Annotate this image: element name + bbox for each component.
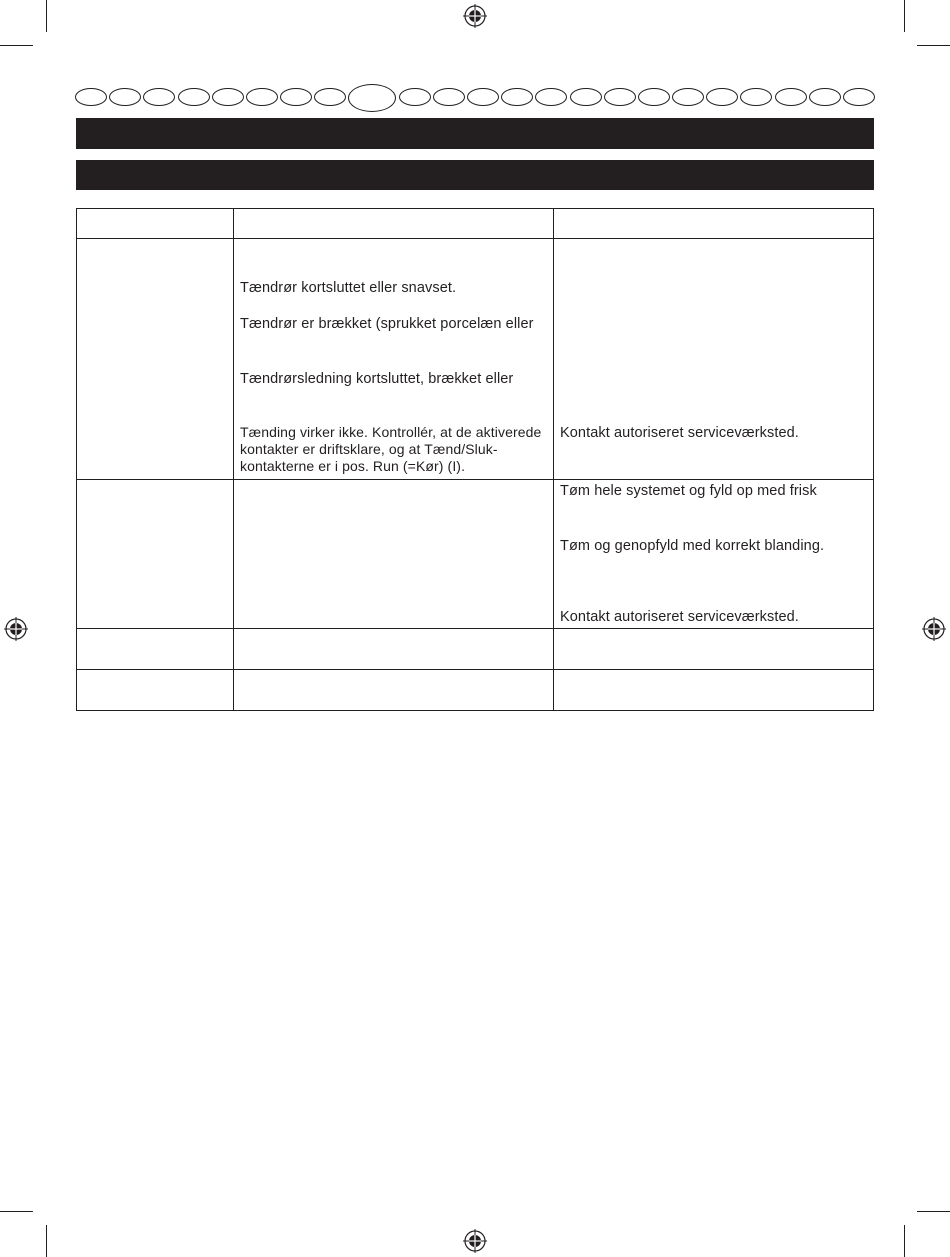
crop-mark-bottom-left-vertical [46, 1225, 47, 1257]
language-tab [672, 88, 704, 106]
language-tab [348, 84, 396, 112]
crop-mark-bottom-right-horizontal [917, 1211, 950, 1212]
language-tab [740, 88, 772, 106]
cause-cell [234, 480, 554, 629]
table-row [77, 670, 874, 711]
crop-mark-top-right-vertical [904, 0, 905, 32]
troubleshooting-table [76, 208, 874, 711]
problem-cell [77, 480, 234, 629]
cause-text: Tændrør kortsluttet eller snavset. [240, 280, 457, 296]
remedy-text: Kontakt autoriseret serviceværksted. [560, 425, 799, 441]
language-tab [280, 88, 312, 106]
language-tab [314, 88, 346, 106]
language-tab [246, 88, 278, 106]
language-tab [570, 88, 602, 106]
language-tab [467, 88, 499, 106]
table-row [77, 239, 874, 480]
language-tab [535, 88, 567, 106]
language-tab [638, 88, 670, 106]
crop-mark-top-left-horizontal [0, 45, 33, 46]
language-tab [143, 88, 175, 106]
registration-mark-right-icon [922, 617, 946, 641]
remedy-text: Kontakt autoriseret serviceværksted. [560, 609, 799, 625]
language-tab [843, 88, 875, 106]
cause-text: Tænding virker ikke. Kontrollér, at de aktiverede kontakter er driftsklare, og at Tænd/Sluk-kontakterne er i pos. Run (=Kør) (I). [240, 424, 542, 474]
cause-text: Tændrørsledning kortsluttet, brækket eller [240, 371, 514, 387]
language-tab [809, 88, 841, 106]
crop-mark-bottom-right-vertical [904, 1225, 905, 1257]
remedy-text: Tøm hele systemet og fyld op med frisk [560, 483, 817, 499]
registration-mark-left-icon [4, 617, 28, 641]
remedy-cell [554, 629, 874, 670]
cause-cell [234, 629, 554, 670]
language-tab [775, 88, 807, 106]
crop-mark-bottom-left-horizontal [0, 1211, 33, 1212]
header-cell-remedy [554, 209, 874, 239]
registration-mark-top-icon [463, 4, 487, 28]
header-cell-cause [234, 209, 554, 239]
cause-cell [234, 670, 554, 711]
table-row [77, 480, 874, 629]
problem-cell [77, 670, 234, 711]
table-row [77, 629, 874, 670]
language-tab [433, 88, 465, 106]
problem-cell [77, 239, 234, 480]
problem-cell [77, 629, 234, 670]
crop-mark-top-right-horizontal [917, 45, 950, 46]
language-tab [501, 88, 533, 106]
language-tab [75, 88, 107, 106]
language-tab [212, 88, 244, 106]
remedy-cell [554, 480, 874, 629]
crop-mark-top-left-vertical [46, 0, 47, 32]
language-tab [109, 88, 141, 106]
language-tab [706, 88, 738, 106]
language-tab [604, 88, 636, 106]
registration-mark-bottom-icon [463, 1229, 487, 1253]
cause-cell [234, 239, 554, 480]
table-header-row [77, 209, 874, 239]
header-cell-problem [77, 209, 234, 239]
language-tab [178, 88, 210, 106]
language-tab-row [75, 84, 875, 112]
cause-text: Tændrør er brækket (sprukket porcelæn eller [240, 316, 534, 332]
remedy-cell [554, 670, 874, 711]
language-tab [399, 88, 431, 106]
remedy-cell [554, 239, 874, 480]
remedy-text: Tøm og genopfyld med korrekt blanding. [560, 538, 825, 554]
section-title-bar [76, 118, 874, 149]
subsection-title-bar [76, 160, 874, 190]
